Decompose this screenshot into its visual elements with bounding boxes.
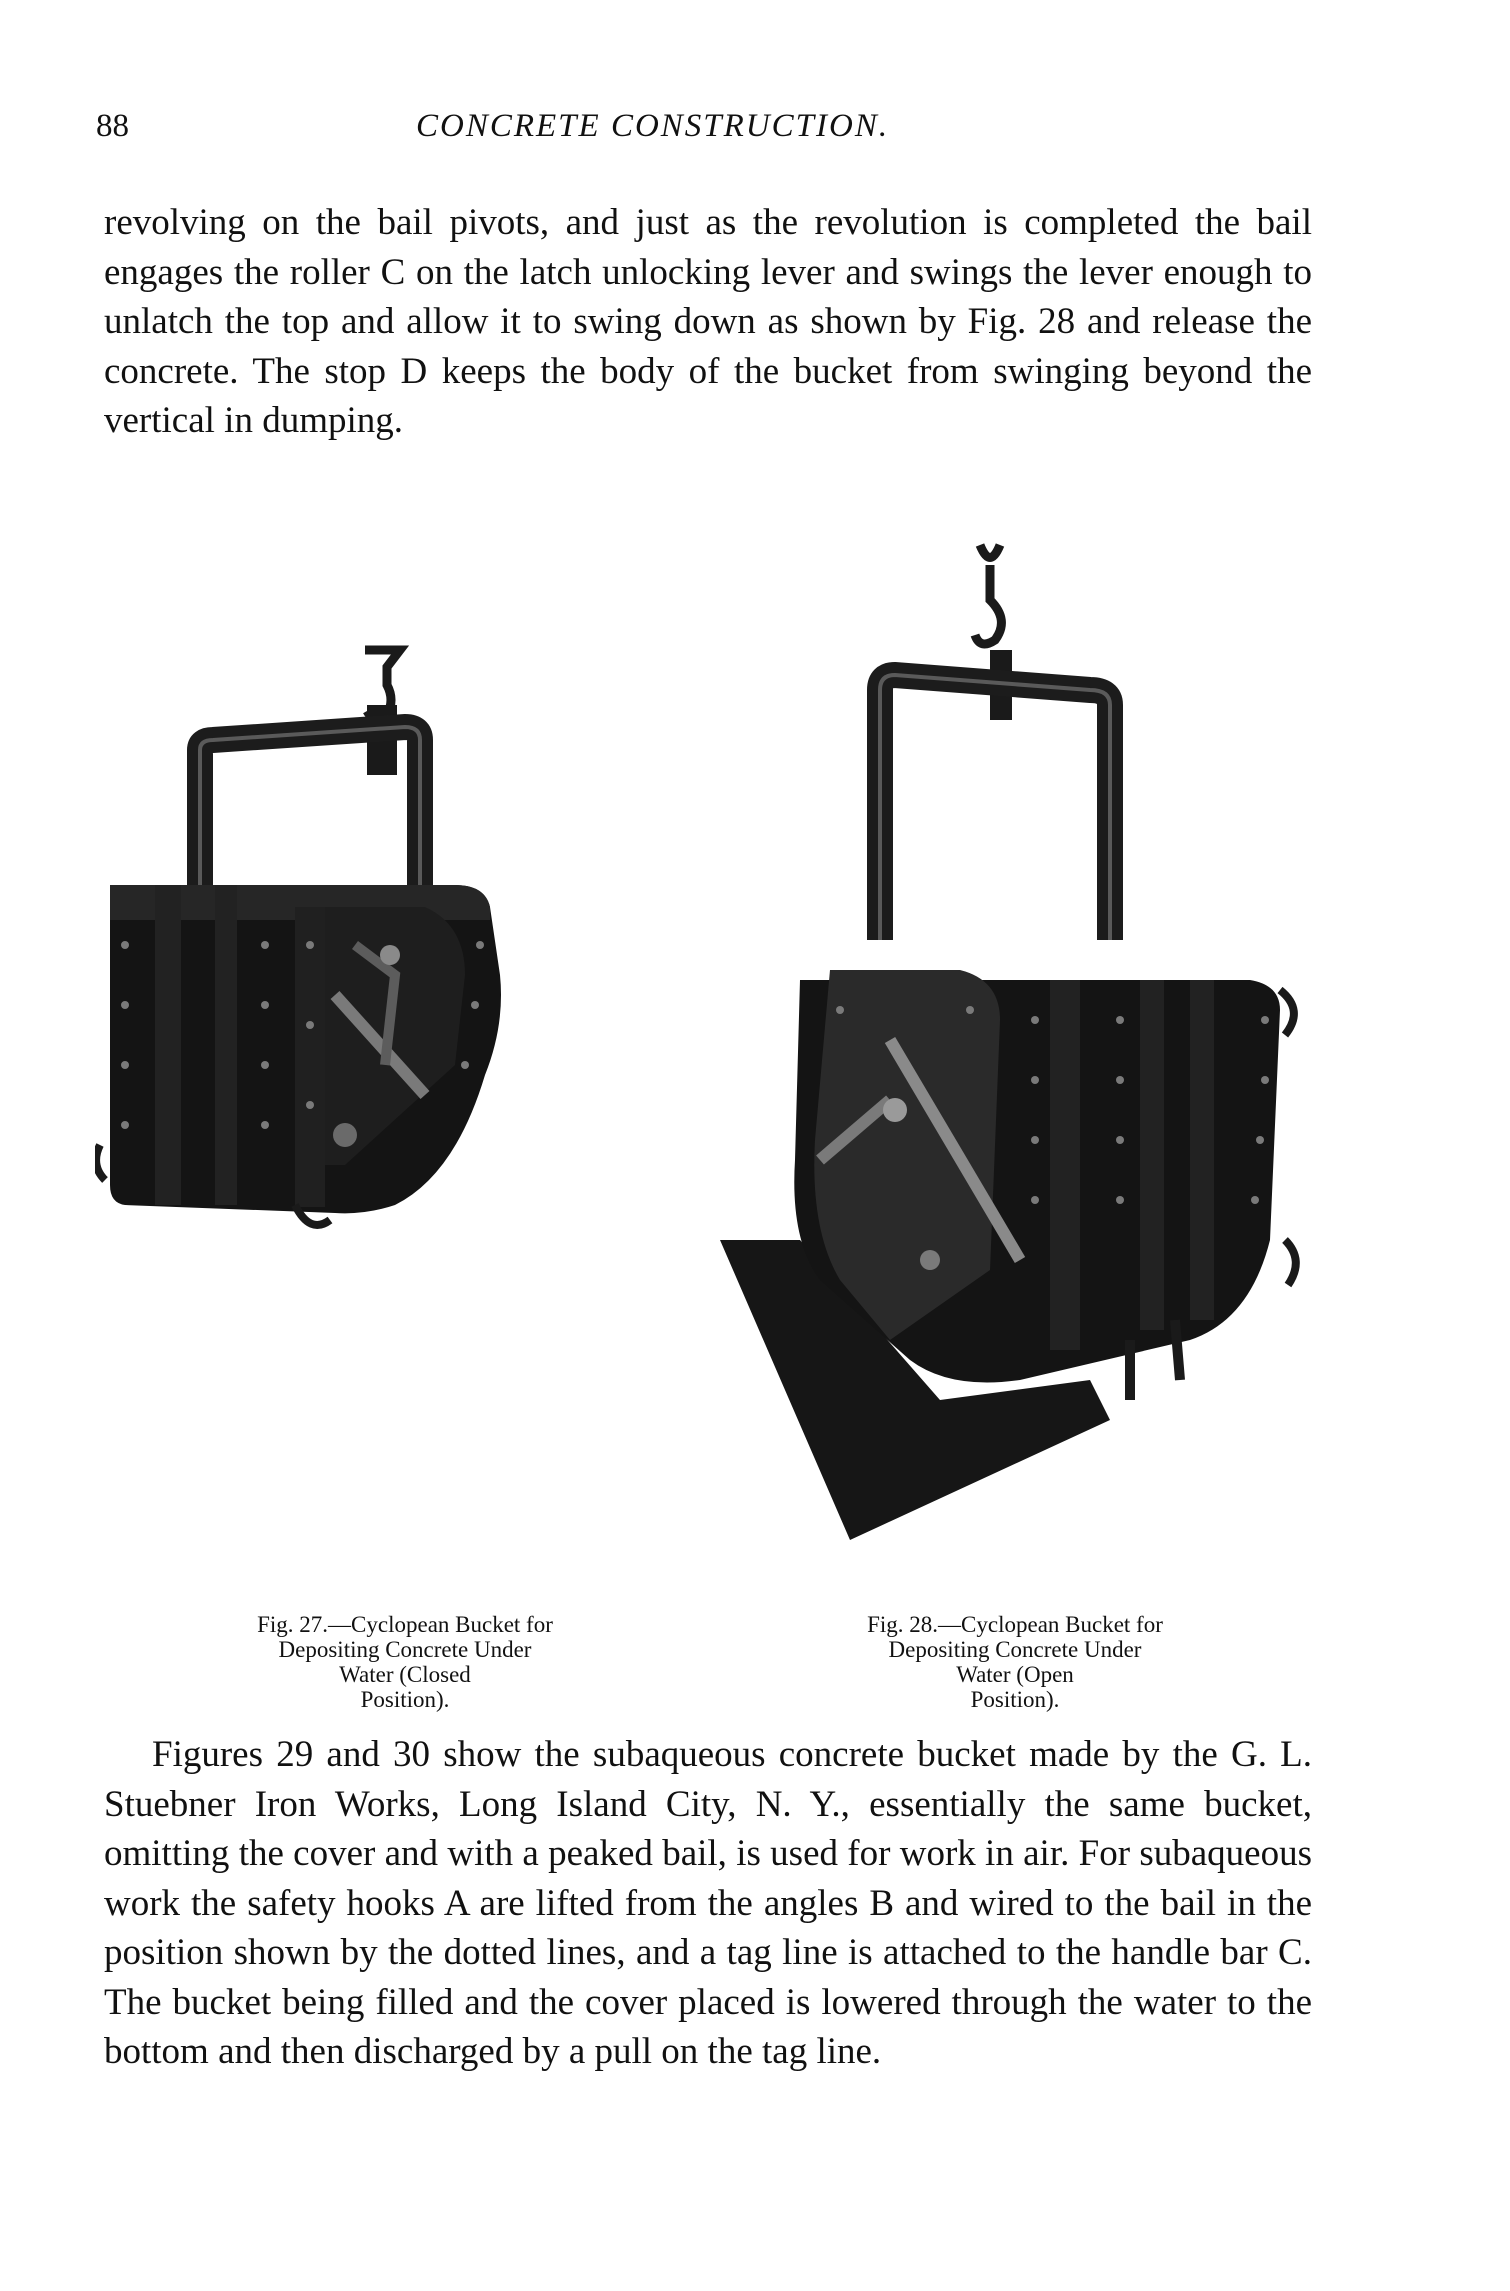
open-bucket-illustration — [690, 540, 1330, 1580]
figure-28-open-bucket-photo — [690, 540, 1330, 1580]
paragraph-continuation: revolving on the bail pivots, and just as the revolution is completed the bail engages the roller C on the latch unlocking lever and swings the lever enough to unlatch the top and allow it to swing down as shown by Fig. 28 and release the concrete. The stop D keeps the body of the bucket from swinging beyond the vertical in dumping. — [104, 202, 1312, 441]
caption-line: Fig. 27.—Cyclopean Bucket for — [257, 1612, 553, 1637]
closed-bucket-illustration — [95, 645, 695, 1505]
caption-line: Depositing Concrete Under — [278, 1637, 532, 1662]
caption-line: Fig. 28.—Cyclopean Bucket for — [867, 1612, 1163, 1637]
figure-28-caption — [745, 1612, 1285, 1712]
caption-line: Water (Closed — [339, 1662, 471, 1687]
caption-line: Position). — [360, 1687, 450, 1712]
running-title: CONCRETE CONSTRUCTION. — [416, 108, 890, 144]
caption-line: Depositing Concrete Under — [888, 1637, 1142, 1662]
paragraph-figures-29-30: Figures 29 and 30 show the subaqueous concrete bucket made by the G. L. Stuebner Iron Works, Long Island City, N. Y., essentially the same bucket, omitting the cover and with a peaked bail, is used for work in air. For subaqueous work the safety hooks A are lifted from the angles B and wired to the bail in the position shown by the dotted lines, and a tag line is attached to the handle bar C. The bucket being filled and the cover placed is lowered through the water to the bottom and then discharged by a pull on the tag line. — [104, 1734, 1312, 2072]
caption-line: Water (Open — [956, 1662, 1074, 1687]
page-number: 88 — [96, 108, 129, 144]
figure-27-caption — [150, 1612, 660, 1712]
page-header — [96, 108, 1311, 156]
figure-27-closed-bucket-photo — [95, 645, 695, 1505]
caption-line: Position). — [970, 1687, 1060, 1712]
